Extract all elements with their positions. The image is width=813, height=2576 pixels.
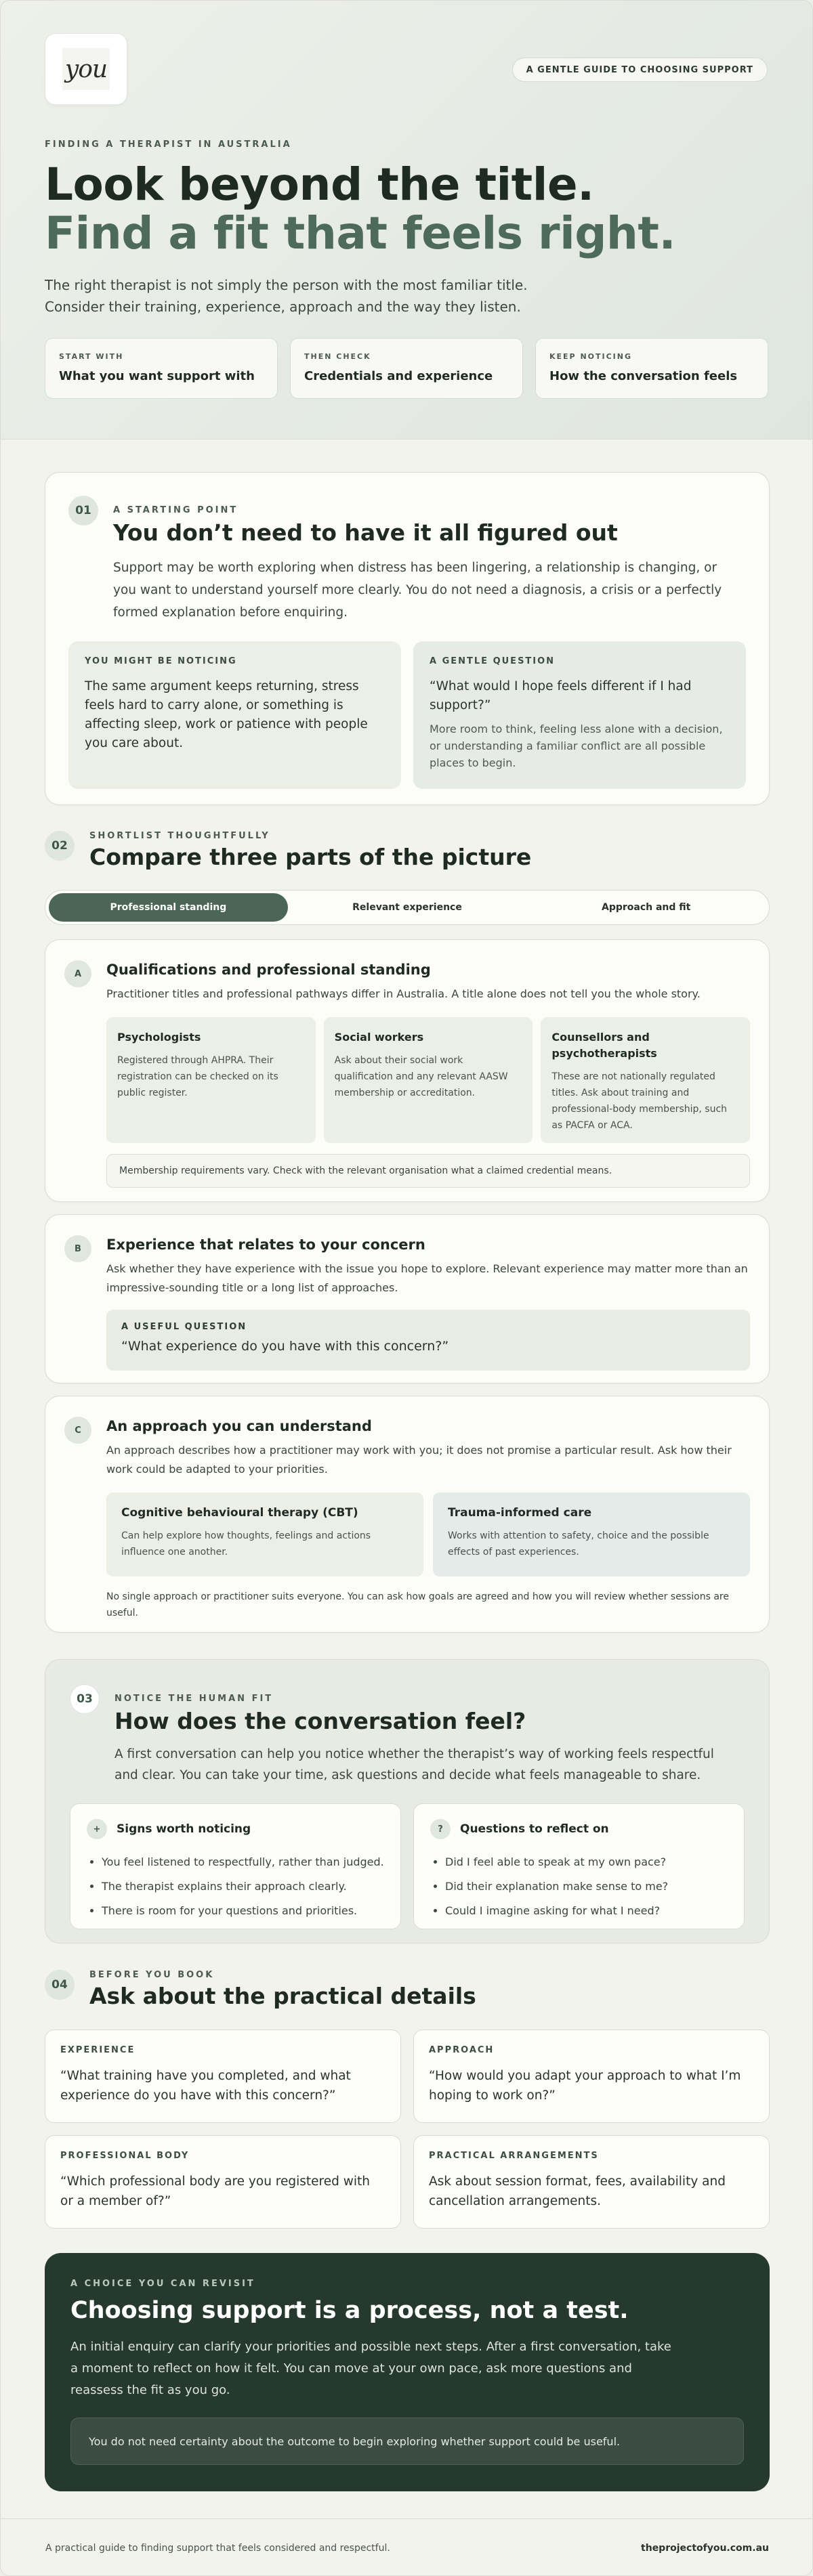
part-title: Experience that relates to your concern [106,1237,425,1253]
logo-mark: you [62,48,110,90]
credential-title: Counsellors and psychotherapists [551,1031,657,1060]
section-number-badge: 01 [68,496,98,525]
approach-title: Cognitive behavioural therapy (CBT) [121,1506,358,1520]
part-c-card [45,1396,770,1633]
footer-tagline: A practical guide to finding support that feels considered and respectful. [45,2542,390,2554]
noticing-text: The same argument keeps returning, stress feels hard to carry alone, or something is affecting sleep, work or patience with people you care about. [85,679,368,750]
question-label: EXPERIENCE [60,2045,136,2055]
hero-step-card [45,338,278,399]
part-desc: Ask whether they have experience with the issue you hope to explore. Relevant experience may matter more than an impressive-sounding title or a long list of approaches. [106,1262,748,1294]
hero-title: Look beyond the title. [45,158,594,211]
section-starting-point [45,472,770,805]
closing-eyebrow: A CHOICE YOU CAN REVISIT [70,2279,255,2289]
section-lede: Support may be worth exploring when distress has been lingering, a relationship is changing, or you want to understand yourself more clearly. You do not need a diagnosis, a crisis or a perfectly formed explanation before enquiring. [113,561,722,620]
part-letter-badge: B [64,1235,91,1262]
part-body [106,1493,750,1621]
closing-panel [45,2253,770,2491]
list-item: • You feel listened to respectfully, rather than judged. [102,1850,384,1874]
credential-text: Registered through AHPRA. Their registration can be checked on its public register. [117,1055,278,1098]
hero-step-card [290,338,523,399]
credential-title: Psychologists [117,1031,201,1044]
section-number-badge: 04 [45,1970,75,2000]
question-text: “What training have you completed, and what experience do you have with this concern?” [60,2069,351,2103]
compare-tabs [45,890,770,925]
gentle-question-quote: “What would I hope feels different if I had support?” [430,679,692,712]
section-header [68,496,746,546]
tab-relevant-experience[interactable]: Relevant experience [352,902,462,913]
part-body [106,1310,750,1371]
question-label: PROFESSIONAL BODY [60,2151,190,2161]
section-lede: A first conversation can help you notice whether the therapist’s way of working feels respectful and clear. You can take your time, ask questions and decide what feels manageable to share. [114,1747,714,1782]
footer-site-link[interactable]: theprojectofyou.com.au [641,2542,769,2554]
section-header [70,1684,745,1734]
reflect-title: Questions to reflect on [460,1822,609,1836]
credential-text: Ask about their social work qualification and any relevant AASW membership or accreditation. [334,1055,508,1098]
section-eyebrow: BEFORE YOU BOOK [89,1970,215,1980]
approach-title: Trauma-informed care [448,1506,592,1520]
hero-step-value: What you want support with [59,369,255,383]
question-card [45,2135,401,2229]
gentle-question-label: A GENTLE QUESTION [430,656,556,666]
section-practical-header [45,1970,476,2009]
reflect-list [430,1850,728,1923]
hero-subtitle: Find a fit that feels right. [45,207,676,259]
list-item: • Could I imagine asking for what I need? [445,1899,728,1923]
useful-question-text: “What experience do you have with this concern?” [121,1339,449,1354]
part-header [64,1415,750,1479]
credential-title: Social workers [334,1031,424,1044]
section-boxes [68,641,746,789]
part-title: Qualifications and professional standing [106,962,431,978]
part-desc: Practitioner titles and professional pathways differ in Australia. A title alone does not tell you the whole story. [106,987,701,1000]
hero-step-value: How the conversation feels [549,369,738,383]
hero-step-label: KEEP NOTICING [549,352,632,361]
part-desc: An approach describes how a practitioner may work with you; it does not promise a particular result. Ask how their work could be adapted to your priorities. [106,1444,732,1476]
closing-title: Choosing support is a process, not a test. [70,2297,629,2324]
hero-steps [45,338,768,399]
signs-title: Signs worth noticing [117,1822,251,1836]
question-icon: ? [430,1819,451,1839]
question-label: PRACTICAL ARRANGEMENTS [429,2151,599,2161]
closing-callout: You do not need certainty about the outcome to begin exploring whether support could be useful. [70,2418,744,2465]
approach-text: Can help explore how thoughts, feelings and actions influence one another. [121,1530,371,1558]
practical-questions-grid [45,2030,770,2229]
hero-step-label: START WITH [59,352,124,361]
closing-lede: An initial enquiry can clarify your priorities and possible next steps. After a first conversation, take a moment to reflect on how it felt. You can move at your own pace, ask more questions and reassess the fit as you go. [70,2340,671,2397]
part-title: An approach you can understand [106,1418,372,1434]
section-eyebrow: NOTICE THE HUMAN FIT [114,1694,274,1704]
section-compare-header [45,831,531,870]
section-title: Compare three parts of the picture [89,844,532,870]
hero-lede: The right therapist is not simply the person with the most familiar title. Consider their training, experience, approach and the way they listen. [45,277,528,315]
part-header [64,1234,750,1297]
noticing-label: YOU MIGHT BE NOTICING [85,656,237,666]
section-number-badge: 02 [45,831,75,861]
reflection-boxes [70,1803,745,1929]
plus-icon: + [87,1819,107,1839]
approach-text: Works with attention to safety, choice and the possible effects of past experiences. [448,1530,709,1558]
tab-professional-standing[interactable]: Professional standing [49,893,288,922]
part-b-card [45,1214,770,1383]
signs-list [87,1850,384,1923]
signs-box [70,1803,401,1929]
membership-note: Membership requirements vary. Check with the relevant organisation what a claimed credential means. [106,1154,750,1188]
part-letter-badge: A [64,960,91,987]
section-number-badge: 03 [70,1684,100,1714]
approach-grid [106,1493,750,1576]
box-header [87,1819,384,1839]
credential-text: These are not nationally regulated titles. Ask about training and professional-body membership, such as PACFA or ACA. [551,1071,728,1131]
list-item: • There is room for your questions and priorities. [102,1899,384,1923]
approach-card [106,1493,423,1576]
section-title: Ask about the practical details [89,1983,476,2009]
section-title: You don’t need to have it all figured out [113,519,618,546]
list-item: • Did I feel able to speak at my own pace? [445,1850,728,1874]
tab-approach-and-fit[interactable]: Approach and fit [601,902,691,913]
section-human-fit [45,1659,770,1944]
footer [1,2518,813,2576]
credential-grid [106,1017,750,1143]
section-eyebrow: SHORTLIST THOUGHTFULLY [89,831,270,841]
gentle-question-sub: More room to think, feeling less alone with a decision, or understanding a familiar conflict are all possible places to begin. [430,723,723,769]
section-title: How does the conversation feel? [114,1708,526,1734]
question-label: APPROACH [429,2045,495,2055]
hero-step-label: THEN CHECK [304,352,371,361]
question-text: “Which professional body are you registered with or a member of?” [60,2174,370,2208]
credential-card [541,1017,750,1143]
approach-card [433,1493,750,1576]
part-a-card [45,939,770,1202]
question-text: “How would you adapt your approach to what I’m hoping to work on?” [429,2069,741,2103]
useful-question-box [106,1310,750,1371]
logo[interactable] [45,33,127,105]
part-body [106,1017,750,1188]
hero-step-value: Credentials and experience [304,369,493,383]
hero-step-card [535,338,768,399]
question-card [413,2135,770,2229]
question-card [45,2030,401,2123]
question-card [413,2030,770,2123]
box-header [430,1819,728,1839]
reflect-box [413,1803,745,1929]
hero-eyebrow: FINDING A THERAPIST IN AUSTRALIA [45,139,292,150]
hero [1,1,812,439]
question-text: Ask about session format, fees, availability and cancellation arrangements. [429,2174,726,2208]
part-letter-badge: C [64,1417,91,1444]
guide-pill: A GENTLE GUIDE TO CHOOSING SUPPORT [512,58,768,82]
useful-question-label: A USEFUL QUESTION [121,1322,247,1332]
gentle-question-box [413,641,746,789]
credential-card [106,1017,316,1143]
noticing-box [68,641,401,789]
list-item: • Did their explanation make sense to me? [445,1874,728,1899]
credential-card [324,1017,533,1143]
list-item: • The therapist explains their approach clearly. [102,1874,384,1899]
section-eyebrow: A STARTING POINT [113,505,238,515]
approach-footnote: No single approach or practitioner suits everyone. You can ask how goals are agreed and how you will review whether sessions are useful. [106,1591,729,1618]
part-header [64,959,750,1004]
